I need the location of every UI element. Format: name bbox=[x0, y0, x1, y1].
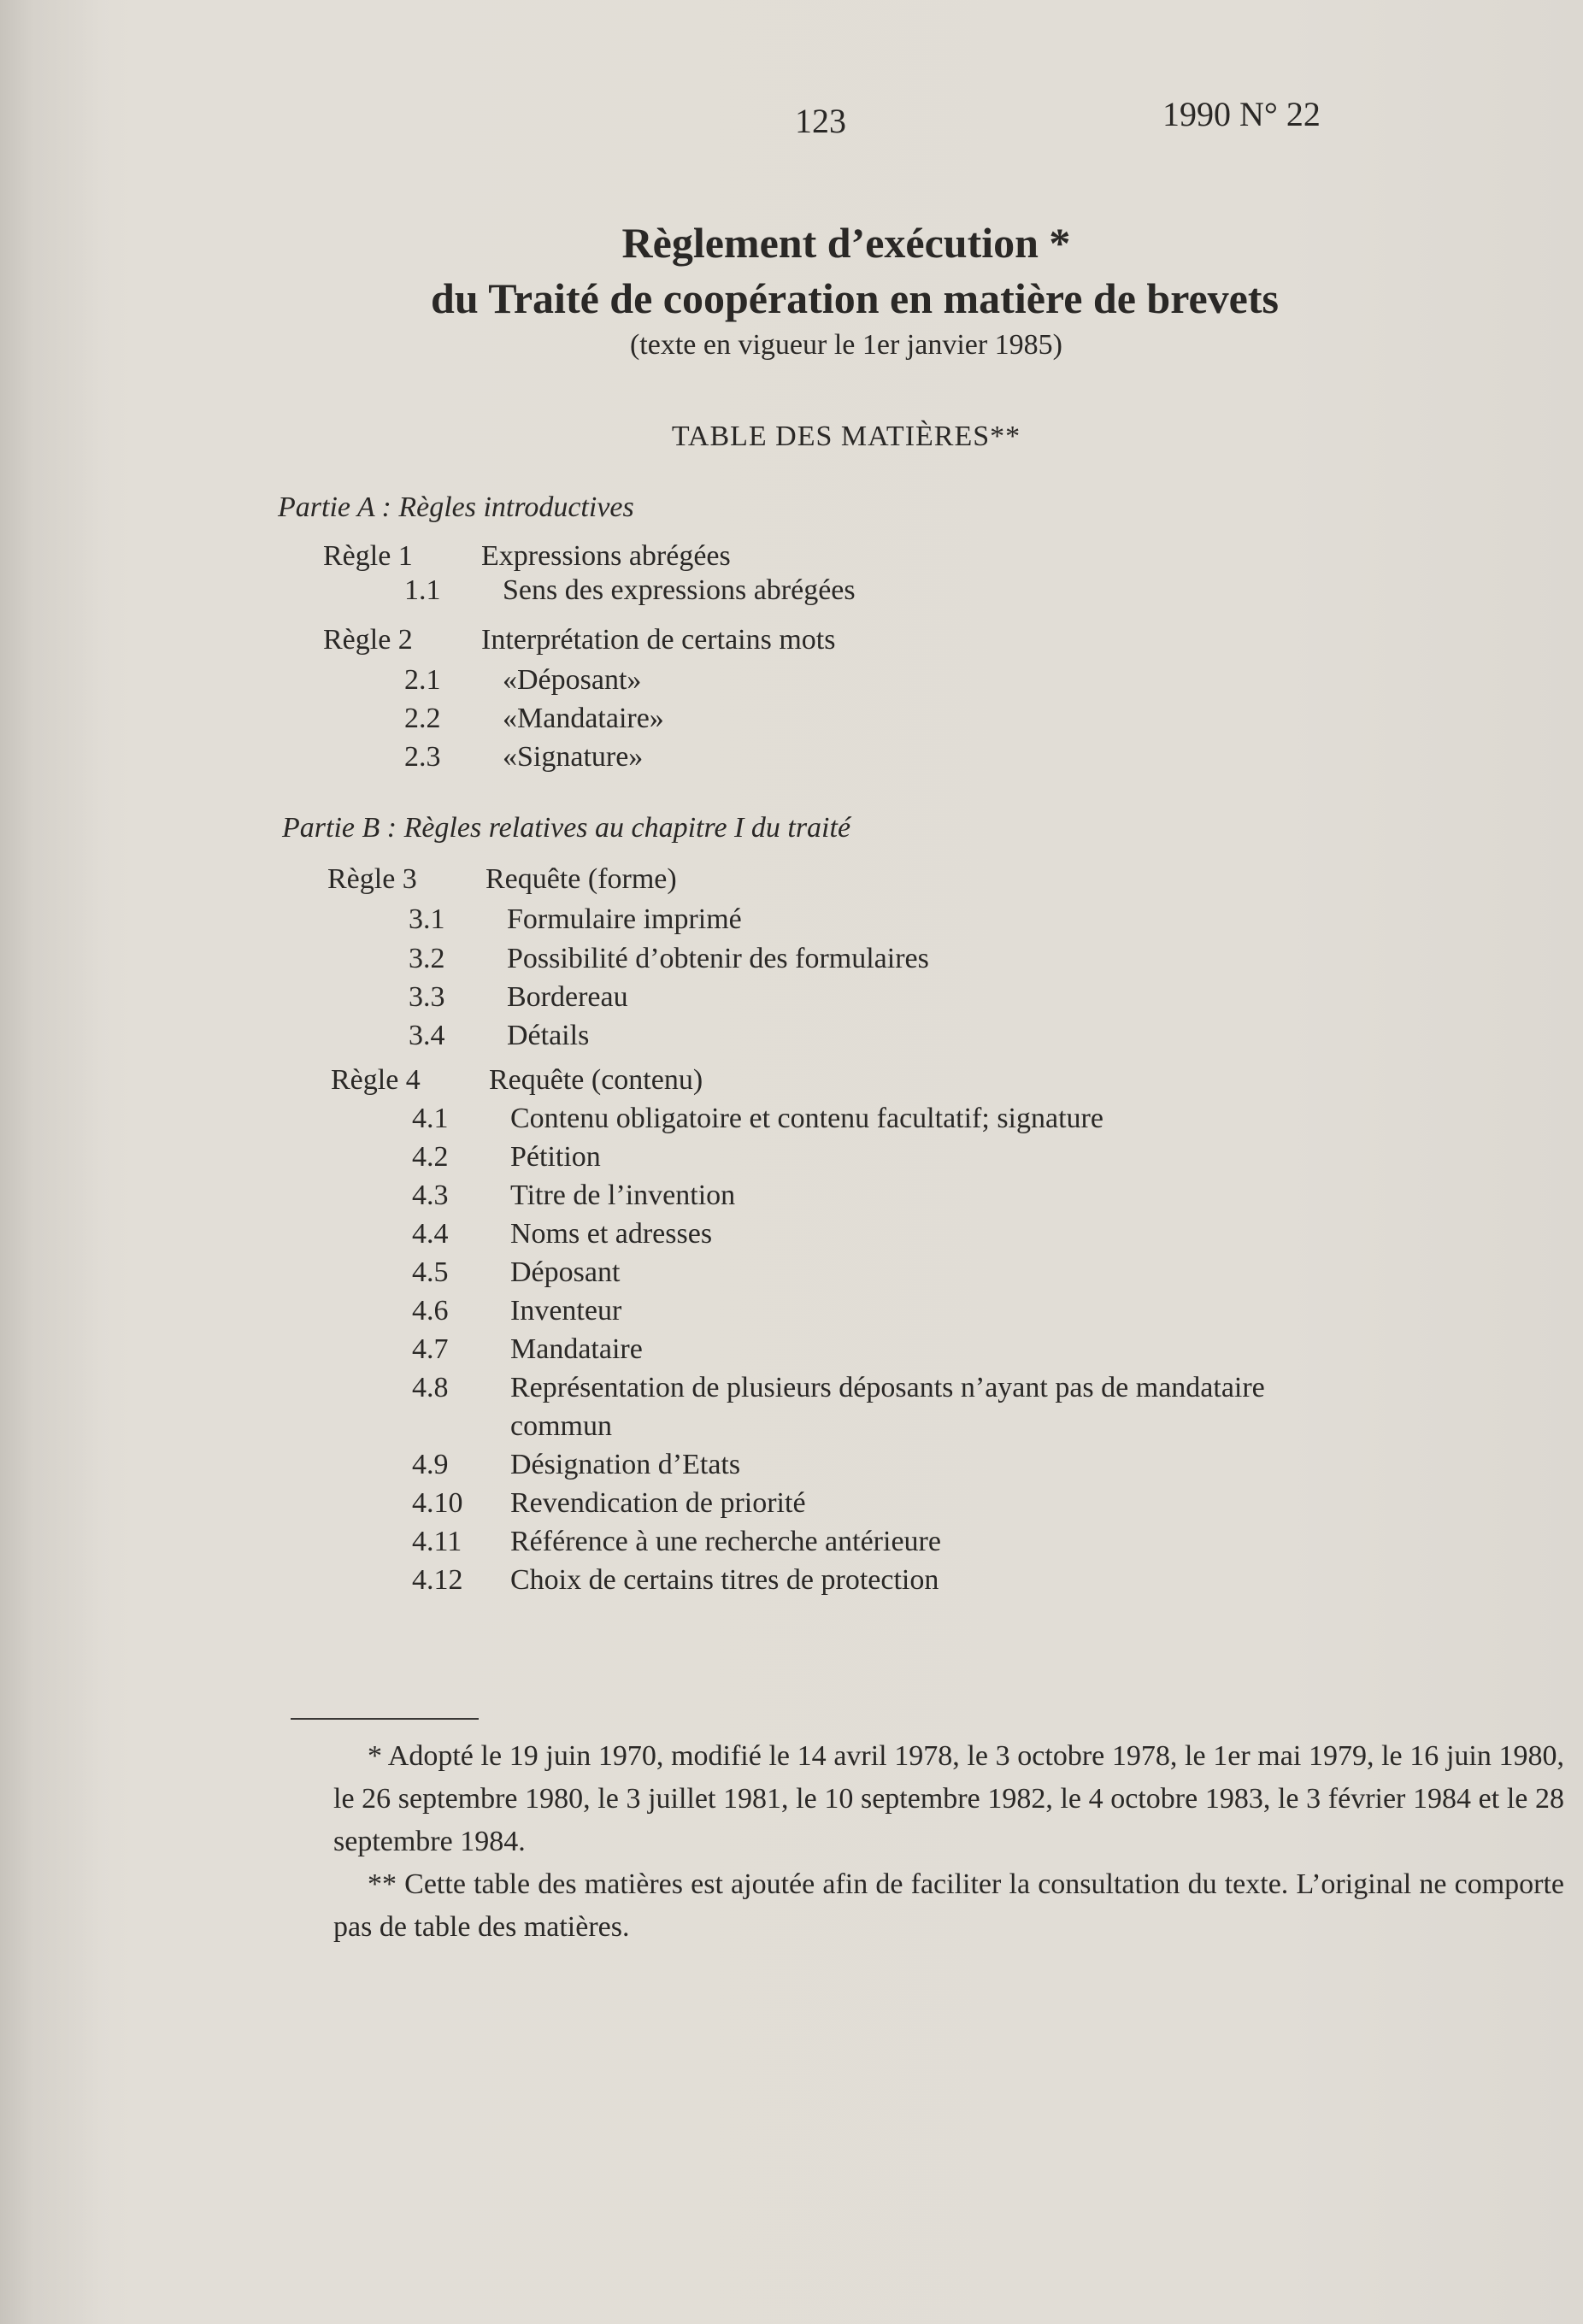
toc-entry-label: Requête (contenu) bbox=[489, 1064, 703, 1096]
toc-entry-number: 4.12 bbox=[412, 1564, 463, 1596]
toc-entry-number: 2.2 bbox=[404, 703, 441, 734]
toc-entry-number: Règle 2 bbox=[323, 624, 413, 656]
toc-entry-label: Interprétation de certains mots bbox=[481, 624, 836, 656]
toc-entry-number: 4.1 bbox=[412, 1103, 449, 1134]
toc-entry-label: Déposant bbox=[510, 1256, 621, 1288]
toc-entry-label: Titre de l’invention bbox=[510, 1180, 736, 1211]
part-b-heading: Partie B : Règles relatives au chapitre I du traité bbox=[282, 812, 851, 844]
toc-entry-label: Noms et adresses bbox=[510, 1218, 713, 1250]
toc-entry-number: 4.8 bbox=[412, 1372, 449, 1403]
toc-entry-label: Détails bbox=[507, 1020, 590, 1051]
document-subtitle: (texte en vigueur le 1er janvier 1985) bbox=[629, 329, 1062, 361]
toc-entry-label: «Mandataire» bbox=[503, 703, 664, 734]
toc-entry-label: Revendication de priorité bbox=[510, 1487, 806, 1519]
toc-entry-label: Expressions abrégées bbox=[481, 540, 731, 572]
toc-entry-label: Choix de certains titres de protection bbox=[510, 1564, 939, 1596]
toc-entry-number: 3.3 bbox=[409, 981, 445, 1013]
page-number: 123 bbox=[795, 102, 846, 140]
toc-entry-number: 1.1 bbox=[404, 574, 441, 606]
toc-entry-label: Requête (forme) bbox=[485, 863, 677, 895]
toc-entry-number: Règle 1 bbox=[323, 540, 413, 572]
toc-entry-number: 2.1 bbox=[404, 664, 441, 696]
toc-entry-number: 4.3 bbox=[412, 1180, 449, 1211]
toc-entry-number: 4.11 bbox=[412, 1526, 462, 1557]
toc-entry-number: 2.3 bbox=[404, 741, 441, 773]
toc-entry-label: «Signature» bbox=[503, 741, 644, 773]
toc-entry-number: 4.4 bbox=[412, 1218, 449, 1250]
document-title-line1: Règlement d’exécution * bbox=[621, 219, 1071, 267]
toc-entry-number: 3.4 bbox=[409, 1020, 445, 1051]
page-content bbox=[154, 0, 1583, 2324]
part-a-heading: Partie A : Règles introductives bbox=[278, 491, 634, 523]
toc-entry-number: Règle 4 bbox=[331, 1064, 421, 1096]
toc-entry-number: 4.9 bbox=[412, 1449, 449, 1480]
toc-entry-label: Désignation d’Etats bbox=[510, 1449, 741, 1480]
toc-entry-label: Formulaire imprimé bbox=[507, 903, 742, 935]
journal-reference: 1990 N° 22 bbox=[1162, 95, 1321, 133]
toc-entry-label: «Déposant» bbox=[503, 664, 642, 696]
toc-entry-label: Contenu obligatoire et contenu facultatif; signature bbox=[510, 1103, 1103, 1134]
document-title-line2: du Traité de coopération en matière de brevets bbox=[431, 274, 1279, 322]
toc-entry-number: 4.10 bbox=[412, 1487, 463, 1519]
footnote-1: * Adopté le 19 juin 1970, modifié le 14 avril 1978, le 3 octobre 1978, le 1er mai 1979, le 16 juin 1980, le 26 septembre 1980, le 3 juillet 1981, le 10 septembre 1982, le 4 octobre 1983, le 3 février 1984 et le 28 septembre 1984. bbox=[333, 1740, 1564, 1857]
toc-entry-label: Bordereau bbox=[507, 981, 628, 1013]
toc-entry-number: Règle 3 bbox=[327, 863, 417, 895]
toc-entry-label: Représentation de plusieurs déposants n’ayant pas de mandataire bbox=[510, 1372, 1265, 1403]
toc-entry-number: 4.6 bbox=[412, 1295, 449, 1327]
footnote-divider bbox=[291, 1718, 479, 1720]
toc-entry-label: Référence à une recherche antérieure bbox=[510, 1526, 941, 1557]
toc-entry-number: 4.5 bbox=[412, 1256, 449, 1288]
toc-entry-label-continued: commun bbox=[510, 1410, 612, 1442]
toc-entry-number: 3.1 bbox=[409, 903, 445, 935]
footnote-2: ** Cette table des matières est ajoutée afin de faciliter la consultation du texte. L’original ne comporte pas de table des matières. bbox=[333, 1868, 1564, 1943]
toc-entry-number: 3.2 bbox=[409, 943, 445, 974]
toc-entry-label: Sens des expressions abrégées bbox=[503, 574, 856, 606]
toc-entry-number: 4.7 bbox=[412, 1333, 449, 1365]
binding-shadow bbox=[0, 0, 103, 2324]
toc-entry-label: Mandataire bbox=[510, 1333, 643, 1365]
toc-entry-label: Possibilité d’obtenir des formulaires bbox=[507, 943, 929, 974]
toc-entry-label: Pétition bbox=[510, 1141, 601, 1173]
toc-heading: TABLE DES MATIÈRES** bbox=[671, 421, 1021, 452]
toc-entry-number: 4.2 bbox=[412, 1141, 449, 1173]
toc-entry-label: Inventeur bbox=[510, 1295, 622, 1327]
